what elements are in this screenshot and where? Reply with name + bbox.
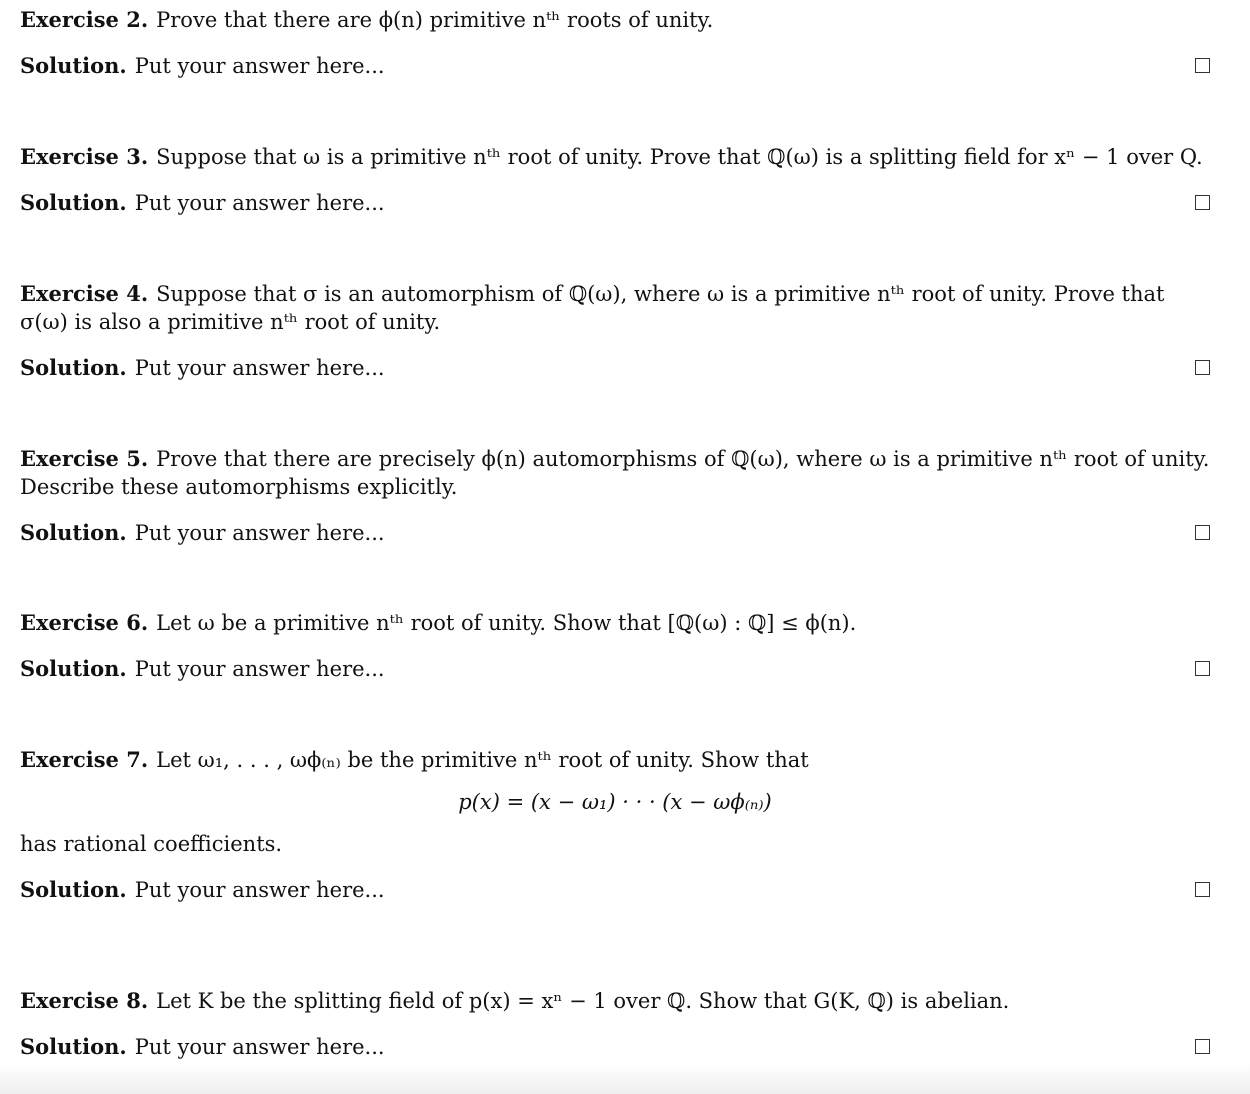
exercise-statement — [20, 280, 1210, 336]
exercise-8 — [20, 987, 1210, 1061]
solution-text: Put your answer here... — [134, 657, 385, 681]
solution-label: Solution. — [20, 520, 127, 545]
exercise-text: Suppose that σ is an automorphism of ℚ(ω), where ω is a primitive nᵗʰ root of unity. Prove that σ(ω) is also a primitive nᵗʰ root of unity. — [20, 282, 1165, 334]
solution-block — [20, 52, 1210, 80]
exercise-label: Exercise 2. — [20, 7, 149, 32]
exercise-text: Let ω₁, . . . , ωϕ₍ₙ₎ be the primitive nᵗʰ root of unity. Show that — [156, 748, 809, 772]
exercise-statement — [20, 609, 1210, 637]
solution-text: Put your answer here... — [134, 191, 385, 215]
exercise-text: Prove that there are ϕ(n) primitive nᵗʰ roots of unity. — [156, 8, 714, 32]
exercise-4 — [20, 280, 1210, 382]
exercise-6 — [20, 609, 1210, 683]
solution-label: Solution. — [20, 53, 127, 78]
exercise-statement — [20, 445, 1210, 501]
qed-box-icon — [1195, 360, 1210, 375]
solution-block — [20, 876, 1210, 904]
solution-label: Solution. — [20, 190, 127, 215]
solution-block — [20, 354, 1210, 382]
exercise-text: Let K be the splitting field of p(x) = xⁿ − 1 over ℚ. Show that G(K, ℚ) is abelian. — [156, 989, 1010, 1013]
exercise-statement — [20, 746, 1210, 774]
exercise-text: Suppose that ω is a primitive nᵗʰ root of unity. Prove that ℚ(ω) is a splitting field for xⁿ − 1 over Q. — [156, 145, 1203, 169]
exercise-5 — [20, 445, 1210, 547]
qed-box-icon — [1195, 525, 1210, 540]
exercise-label: Exercise 7. — [20, 747, 149, 772]
solution-text: Put your answer here... — [134, 878, 385, 902]
exercise-text: Let ω be a primitive nᵗʰ root of unity. Show that [ℚ(ω) : ℚ] ≤ ϕ(n). — [156, 611, 857, 635]
qed-box-icon — [1195, 882, 1210, 897]
exercise-label: Exercise 4. — [20, 281, 149, 306]
display-equation: p(x) = (x − ω₁) · · · (x − ωϕ₍ₙ₎) — [458, 790, 772, 814]
solution-block — [20, 519, 1210, 547]
solution-label: Solution. — [20, 355, 127, 380]
exercise-7 — [20, 746, 1210, 904]
solution-label: Solution. — [20, 877, 127, 902]
qed-box-icon — [1195, 195, 1210, 210]
exercise-statement — [20, 987, 1210, 1015]
exercise-label: Exercise 5. — [20, 446, 149, 471]
exercise-2 — [20, 6, 1210, 80]
solution-text: Put your answer here... — [134, 1035, 385, 1059]
solution-label: Solution. — [20, 1034, 127, 1059]
exercise-text: Prove that there are precisely ϕ(n) automorphisms of ℚ(ω), where ω is a primitive nᵗʰ root of unity. Describe these automorphisms explicitly. — [20, 447, 1210, 499]
exercise-statement — [20, 6, 1210, 34]
solution-text: Put your answer here... — [134, 356, 385, 380]
exercise-label: Exercise 6. — [20, 610, 149, 635]
qed-box-icon — [1195, 661, 1210, 676]
exercise-label: Exercise 8. — [20, 988, 149, 1013]
exercise-3 — [20, 143, 1210, 217]
solution-text: Put your answer here... — [134, 521, 385, 545]
solution-label: Solution. — [20, 656, 127, 681]
exercise-label: Exercise 3. — [20, 144, 149, 169]
solution-block — [20, 655, 1210, 683]
exercise-continuation-text: has rational coefficients. — [20, 832, 283, 856]
qed-box-icon — [1195, 1039, 1210, 1054]
qed-box-icon — [1195, 58, 1210, 73]
solution-text: Put your answer here... — [134, 54, 385, 78]
solution-block — [20, 189, 1210, 217]
bottom-edge-shadow — [0, 1064, 1250, 1094]
exercise-statement — [20, 143, 1210, 171]
solution-block — [20, 1033, 1210, 1061]
